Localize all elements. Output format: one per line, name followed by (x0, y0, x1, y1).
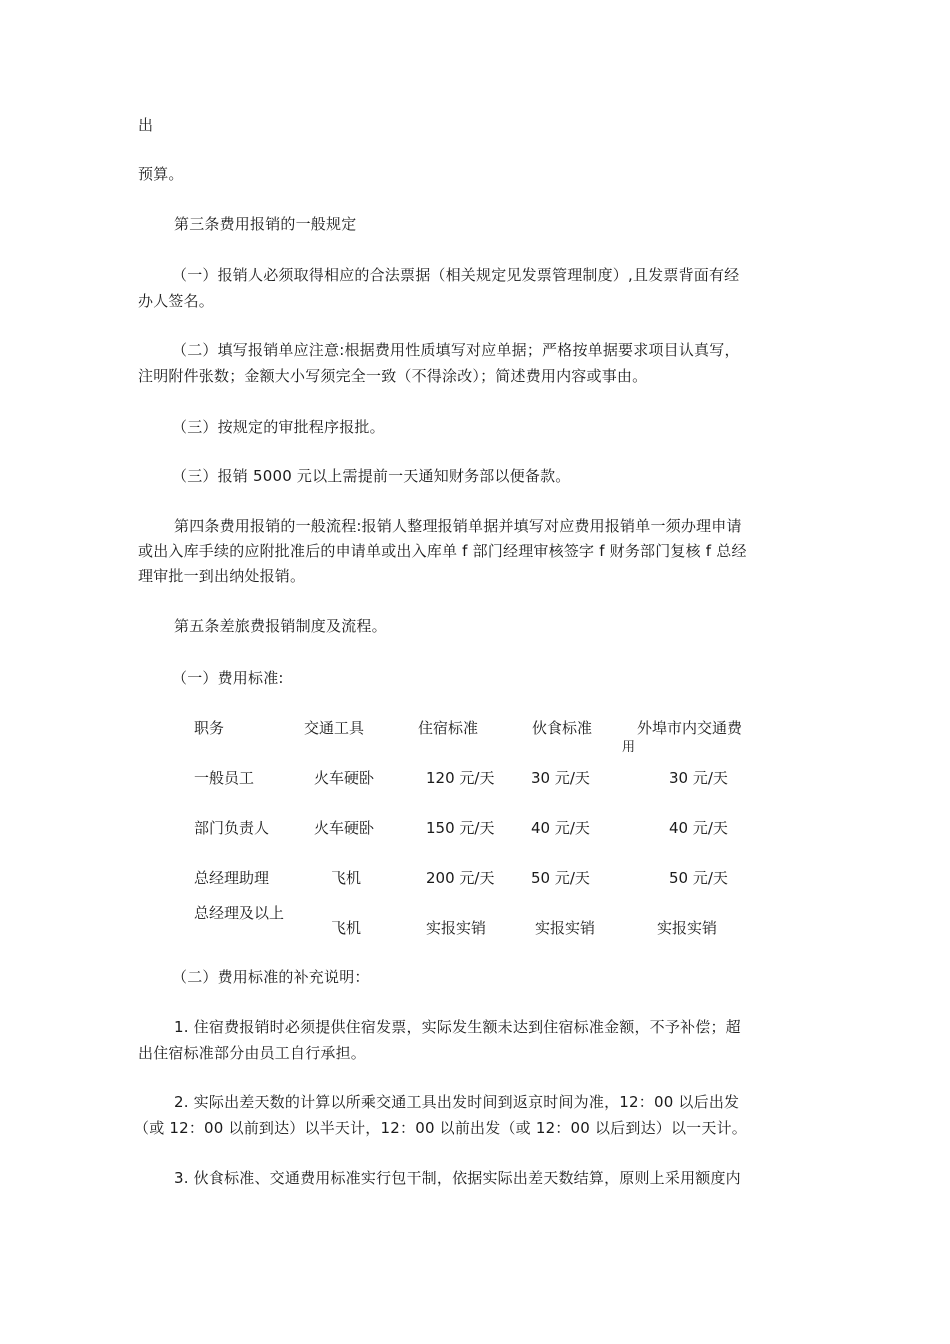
text-line: 出 (138, 116, 154, 134)
table-cell: 实报实销 (535, 919, 596, 937)
article-4-paragraph-cont: 或出入库手续的应附批准后的申请单或出入库单 f 部门经理审核签字 f 财务部门复核 f 总经 (138, 542, 747, 560)
article-5-heading: 第五条差旅费报销制度及流程。 (174, 617, 387, 635)
table-header-cell: 交通工具 (304, 719, 365, 737)
table-header-cell: 外埠市内交通费 (637, 719, 743, 737)
table-cell: 150 元/天 (426, 819, 495, 837)
article-3-item-1: （一）报销人必须取得相应的合法票据（相关规定见发票管理制度）,且发票背面有经 (172, 266, 740, 284)
table-cell: 火车硬卧 (314, 819, 375, 837)
table-cell: 30 元/天 (531, 769, 590, 787)
table-cell: 飞机 (331, 919, 362, 937)
table-cell: 飞机 (331, 869, 362, 887)
table-cell: 实报实销 (426, 919, 487, 937)
table-cell: 部门负责人 (194, 819, 270, 837)
table-cell: 50 元/天 (669, 869, 728, 887)
note-1: 1. 住宿费报销时必须提供住宿发票，实际发生额未达到住宿标准金额，不予补偿；超 (174, 1018, 741, 1036)
article-3-item-3: （三）按规定的审批程序报批。 (172, 418, 385, 436)
table-cell: 40 元/天 (531, 819, 590, 837)
table-header-cell-wrap: 用 (622, 740, 636, 755)
note-2: 2. 实际出差天数的计算以所乘交通工具出发时间到返京时间为准，12：00 以后出发 (174, 1093, 740, 1111)
article-3-item-2-cont: 注明附件张数；金额大小写须完全一致（不得涂改）；简述费用内容或事由。 (138, 367, 648, 385)
note-1-cont: 出住宿标准部分由员工自行承担。 (138, 1044, 367, 1062)
table-header-cell: 职务 (194, 719, 225, 737)
table-cell: 总经理及以上 (194, 904, 285, 922)
table-cell: 总经理助理 (194, 869, 270, 887)
table-cell: 40 元/天 (669, 819, 728, 837)
table-cell: 30 元/天 (669, 769, 728, 787)
table-header-cell: 伙食标准 (532, 719, 593, 737)
article-4-paragraph-cont: 理审批一到出纳处报销。 (138, 567, 306, 585)
table-cell: 50 元/天 (531, 869, 590, 887)
table-cell: 火车硬卧 (314, 769, 375, 787)
article-3-heading: 第三条费用报销的一般规定 (174, 215, 357, 233)
article-3-item-1-cont: 办人签名。 (138, 292, 215, 310)
table-cell: 实报实销 (657, 919, 718, 937)
article-3-item-4: （三）报销 5000 元以上需提前一天通知财务部以便备款。 (172, 467, 571, 485)
table-header-cell: 住宿标准 (418, 719, 479, 737)
table-cell: 120 元/天 (426, 769, 495, 787)
note-3: 3. 伙食标准、交通费用标准实行包干制，依据实际出差天数结算，原则上采用额度内 (174, 1169, 741, 1187)
table-cell: 一般员工 (194, 769, 255, 787)
article-5-subsection-1: （一）费用标准: (172, 669, 284, 687)
article-3-item-2: （二）填写报销单应注意:根据费用性质填写对应单据；严格按单据要求项目认真写， (172, 341, 740, 359)
table-cell: 200 元/天 (426, 869, 495, 887)
article-4-paragraph: 第四条费用报销的一般流程:报销人整理报销单据并填写对应费用报销单一须办理申请 (174, 517, 742, 535)
article-5-subsection-2: （二）费用标准的补充说明： (172, 968, 370, 986)
text-line: 预算。 (138, 165, 184, 183)
note-2-cont: （或 12：00 以前到达）以半天计，12：00 以前出发（或 12：00 以后到达）以一天计。 (134, 1119, 747, 1137)
